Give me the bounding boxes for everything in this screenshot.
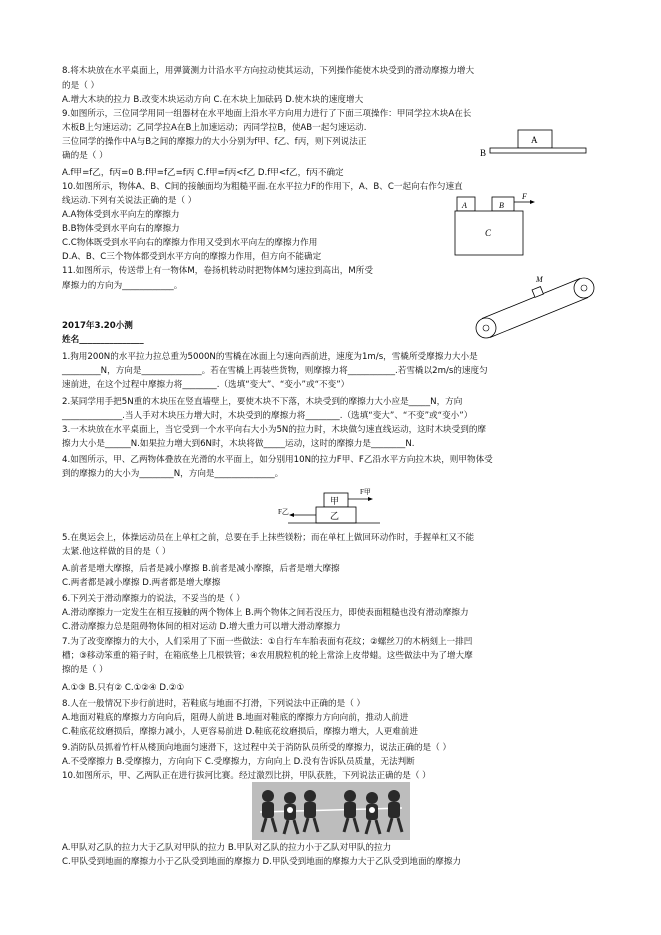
figure-q9-board (478, 128, 588, 160)
label-b: B (480, 148, 487, 158)
label-a: A (462, 201, 467, 210)
text-line: A.甲队对乙队的拉力大于乙队对甲队的拉力 B.甲队对乙队的拉力小于乙队对甲队的拉力 (62, 843, 392, 853)
text-line: A.滑动摩擦力一定发生在相互接触的两个物体上 B.两个物体之间若没压力，即使表面粗糙也没有滑动摩擦力 (62, 608, 469, 618)
figure-q4-stack (268, 485, 388, 535)
text-line: C.鞋底花纹磨损后，摩擦力减小，人更容易前进 D.鞋底花纹磨损后，摩擦力增大，人更难前进 (62, 727, 418, 737)
text-line: 木板B上匀速运动；乙同学拉A在B上加速运动；丙同学拉B，使AB一起匀速运动. (62, 123, 367, 133)
board-b (490, 148, 586, 153)
text-line: 太紧.他这样做的目的是（ ） (62, 547, 171, 557)
label-fyi: F乙 (278, 508, 289, 516)
text-line: 到的摩擦力的大小为________N，方向是______________。 (62, 469, 284, 479)
text-line: 4.如图所示，甲、乙两物体叠放在光滑的水平面上，如分别用10N的拉力F甲、F乙沿水平方向拉木块，则甲物体受 (62, 455, 493, 465)
text-line: 线运动.下列有关说法正确的是（ ） (62, 196, 197, 206)
figure-q11-conveyor (470, 268, 600, 344)
text-line: 3.一木块放在水平桌面上，当它受到一个水平向右大小为5N的拉力时，木块做匀速直线运动，这时木块受到的摩 (62, 425, 487, 435)
text-line: _________N，方向是______________。若在雪橇上再装些货物，则摩擦力将___________.若雪橇以2m/s的速度匀 (62, 366, 488, 376)
text-line: 2017年3.20小测 (62, 321, 133, 331)
text-line: 速前进，在这个过程中摩擦力将________.（选填“变大”、“变小”或“不变”） (62, 380, 350, 390)
text-line: C.两者都是减小摩擦 D.两者都是增大摩擦 (62, 578, 221, 588)
text-line: 10.如图所示，甲、乙两队正在进行拔河比赛。经过激烈比拼，甲队获胜，下列说法正确的是（ ） (62, 771, 431, 781)
text-line: 擦力大小是______N.如果拉力增大到6N时，木块将做_____运动，这时的摩擦力是________N. (62, 439, 415, 449)
text-line: 三位同学的操作中A与B之间的摩擦力的大小分别为f甲、f乙、f丙，则下列说法正 (62, 137, 367, 147)
text-line: A.增大木块的拉力 B.改变木块运动方向 C.在木块上加砝码 D.使木块的速度增大 (62, 95, 364, 105)
text-line: ______________.当人手对木块压力增大时，木块受到的摩擦力将________.（选填“变大”、“不变”或“变小”） (62, 411, 473, 421)
text-line: B.B物体受到水平向右的摩擦力 (62, 224, 180, 234)
text-line: A.f甲=f乙，f丙=0 B.f甲=f乙=f丙 C.f甲=f丙<f乙 D.f甲<f乙，f丙不确定 (62, 168, 344, 178)
text-line: A.①③ B.只有② C.①②④ D.②① (62, 683, 185, 693)
label-jia: 甲 (330, 497, 340, 507)
text-line: 8.人在一般情况下步行前进时，若鞋底与地面不打滑，下列说法中正确的是（ ） (62, 699, 366, 709)
text-line: C.C物体既受到水平向右的摩擦力作用又受到水平向左的摩擦力作用 (62, 238, 318, 248)
text-line: 姓名_______________ (62, 335, 144, 345)
text-line: 10.如图所示，物体A、B、C间的接触面均为粗糙平面.在水平拉力F的作用下，A、B、C一起向右作匀速直 (62, 182, 463, 192)
text-line: 5.在奥运会上，体操运动员在上单杠之前，总要在手上抹些镁粉；而在单杠上做回环动作时，手握单杠又不能 (62, 533, 475, 543)
text-line: C.甲队受到地面的摩擦力小于乙队受到地面的摩擦力 D.甲队受到地面的摩擦力大于乙队受到地面的摩擦力 (62, 857, 461, 867)
text-line: 8.将木块放在水平桌面上，用弹簧测力计沿水平方向拉动使其运动，下列操作能使木块受到的滑动摩擦力增大 (62, 66, 475, 76)
text-line: C.滑动摩擦力总是阻碍物体间的相对运动 D.增大重力可以增大滑动摩擦力 (62, 622, 341, 632)
text-line: 1.狗用200N的水平拉力拉总重为5000N的雪橇在冰面上匀速向西前进，速度为1m/s，雪橇所受摩擦力大小是 (62, 352, 478, 362)
text-line: A.A物体受到水平向左的摩擦力 (62, 210, 180, 220)
label-yi: 乙 (330, 512, 340, 522)
text-line: A.前者是增大摩擦，后者是减小摩擦 B.前者是减小摩擦，后者是增大摩擦 (62, 564, 340, 574)
label-fjia: F甲 (360, 488, 371, 496)
text-line: 擦的是（ ） (62, 665, 108, 675)
text-line: A.不受摩擦力 B.受摩擦力，方向向下 C.受摩擦力，方向向上 D.没有告诉队员质量，无法判断 (62, 757, 415, 767)
text-line: 的是（ ） (62, 81, 100, 91)
label-b: B (499, 201, 504, 210)
text-line: 9.消防队员抓着竹杆从楼顶向地面匀速滑下，这过程中关于消防队员所受的摩擦力，说法正确的是（ ） (62, 743, 452, 753)
text-line: 2.某同学用手把5N重的木块压在竖直墙壁上，要使木块不下落，木块受到的摩擦力大小应是_____N，方向 (62, 397, 463, 407)
text-line: 11.如图所示，传送带上有一物体M，卷扬机转动时把物体M匀速拉到高出，M所受 (62, 266, 373, 276)
figure-q10-blocks (452, 190, 542, 260)
text-line: 6.下列关于滑动摩擦力的说法，不妥当的是（ ） (62, 594, 245, 604)
label-m: M (536, 275, 543, 284)
label-a: A (531, 135, 538, 145)
text-line: 摩擦力的方向为____________。 (62, 281, 183, 291)
text-line: D.A、B、C三个物体都受到水平方向的摩擦力作用，但方向不能确定 (62, 252, 322, 262)
text-line: 确的是（ ） (62, 151, 108, 161)
text-line: 9.如图所示，三位同学用同一组器材在水平地面上沿水平方向用力进行了下面三项操作：甲同学拉木块A在长 (62, 109, 472, 119)
label-f: F (522, 192, 527, 201)
label-c: C (485, 228, 492, 238)
text-line: 7.为了改变摩擦力的大小，人们采用了下面一些做法：①自行车车胎表面有花纹；②螺丝刀的木柄刻上一排凹 (62, 637, 473, 647)
figure-tug-of-war (252, 782, 410, 840)
text-line: A.地面对鞋底的摩擦力方向向后，阻碍人前进 B.地面对鞋底的摩擦力方向向前，推动人前进 (62, 713, 409, 723)
text-line: 槽；③移动笨重的箱子时，在箱底垫上几根铁管；④农用脱粒机的轮上常涂上皮带蜡。这些做法中为了增大摩 (62, 651, 473, 661)
object-m (532, 287, 543, 298)
